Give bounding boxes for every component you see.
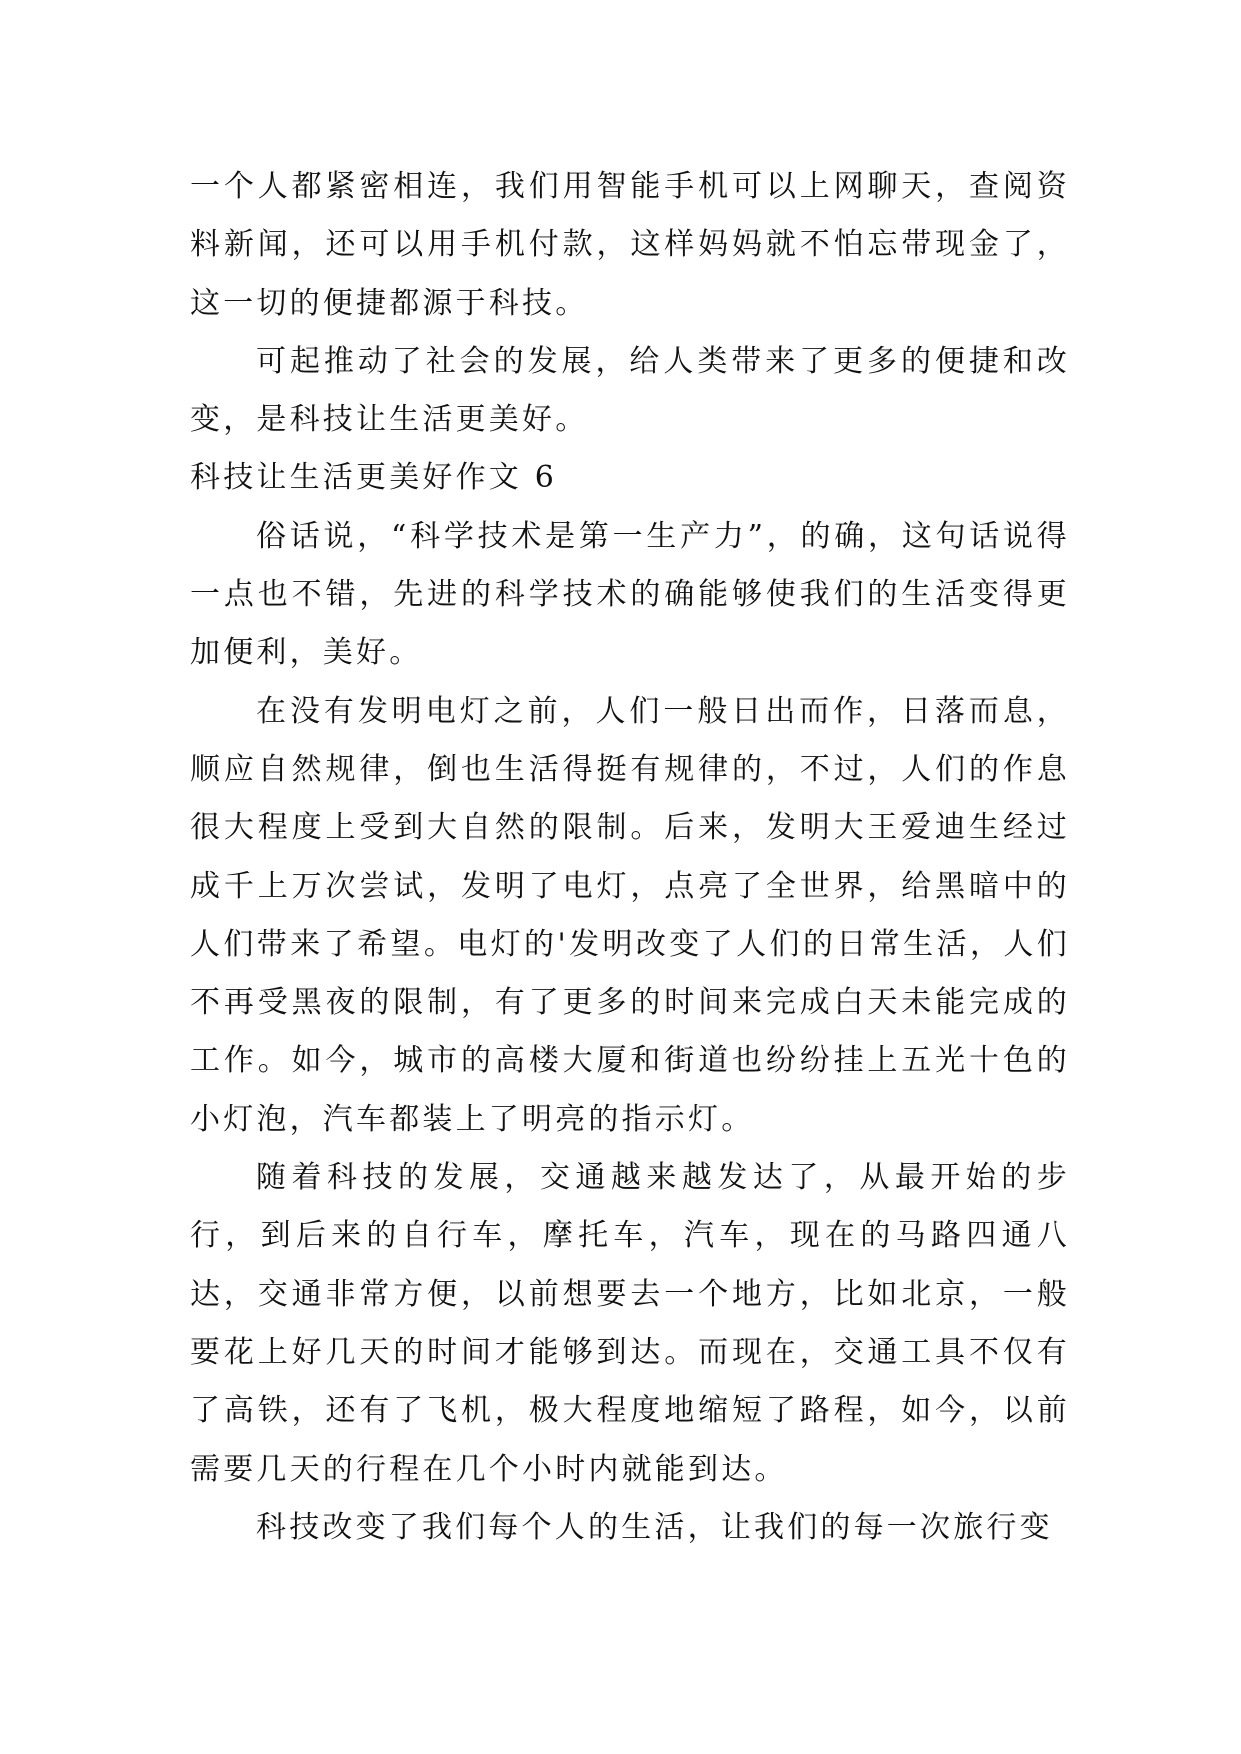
paragraph: 俗话说，“科学技术是第一生产力”，的确，这句话说得一点也不错，先进的科学技术的确能够使我们的生活变得更加便利，美好。 (190, 518, 1070, 671)
paragraph-continuation: 一个人都紧密相连，我们用智能手机可以上网聊天，查阅资料新闻，还可以用手机付款，这样妈妈就不怕忘带现金了，这一切的便捷都源于科技。 (190, 169, 1070, 321)
paragraph: 可起推动了社会的发展，给人类带来了更多的便捷和改变，是科技让生活更美好。 (190, 343, 1070, 438)
section-heading: 科技让生活更美好作文 6 (190, 460, 558, 496)
document-body (190, 158, 1070, 1557)
paragraph: 在没有发明电灯之前，人们一般日出而作，日落而息，顺应自然规律，倒也生活得挺有规律的，不过，人们的作息很大程度上受到大自然的限制。后来，发明大王爱迪生经过成千上万次尝试，发明了电灯，点亮了全世界，给黑暗中的人们带来了希望。电灯的'发明改变了人们的日常生活，人们不再受黑夜的限制，有了更多的时间来完成白天未能完成的工作。如今，城市的高楼大厦和街道也纷纷挂上五光十色的小灯泡，汽车都装上了明亮的指示灯。 (190, 693, 1070, 1137)
paragraph: 随着科技的发展，交通越来越发达了，从最开始的步行，到后来的自行车，摩托车，汽车，现在的马路四通八达，交通非常方便，以前想要去一个地方，比如北京，一般要花上好几天的时间才能够到达。而现在，交通工具不仅有了高铁，还有了飞机，极大程度地缩短了路程，如今，以前需要几天的行程在几个小时内就能到达。 (190, 1160, 1070, 1487)
paragraph: 科技改变了我们每个人的生活，让我们的每一次旅行变 (256, 1509, 1053, 1545)
